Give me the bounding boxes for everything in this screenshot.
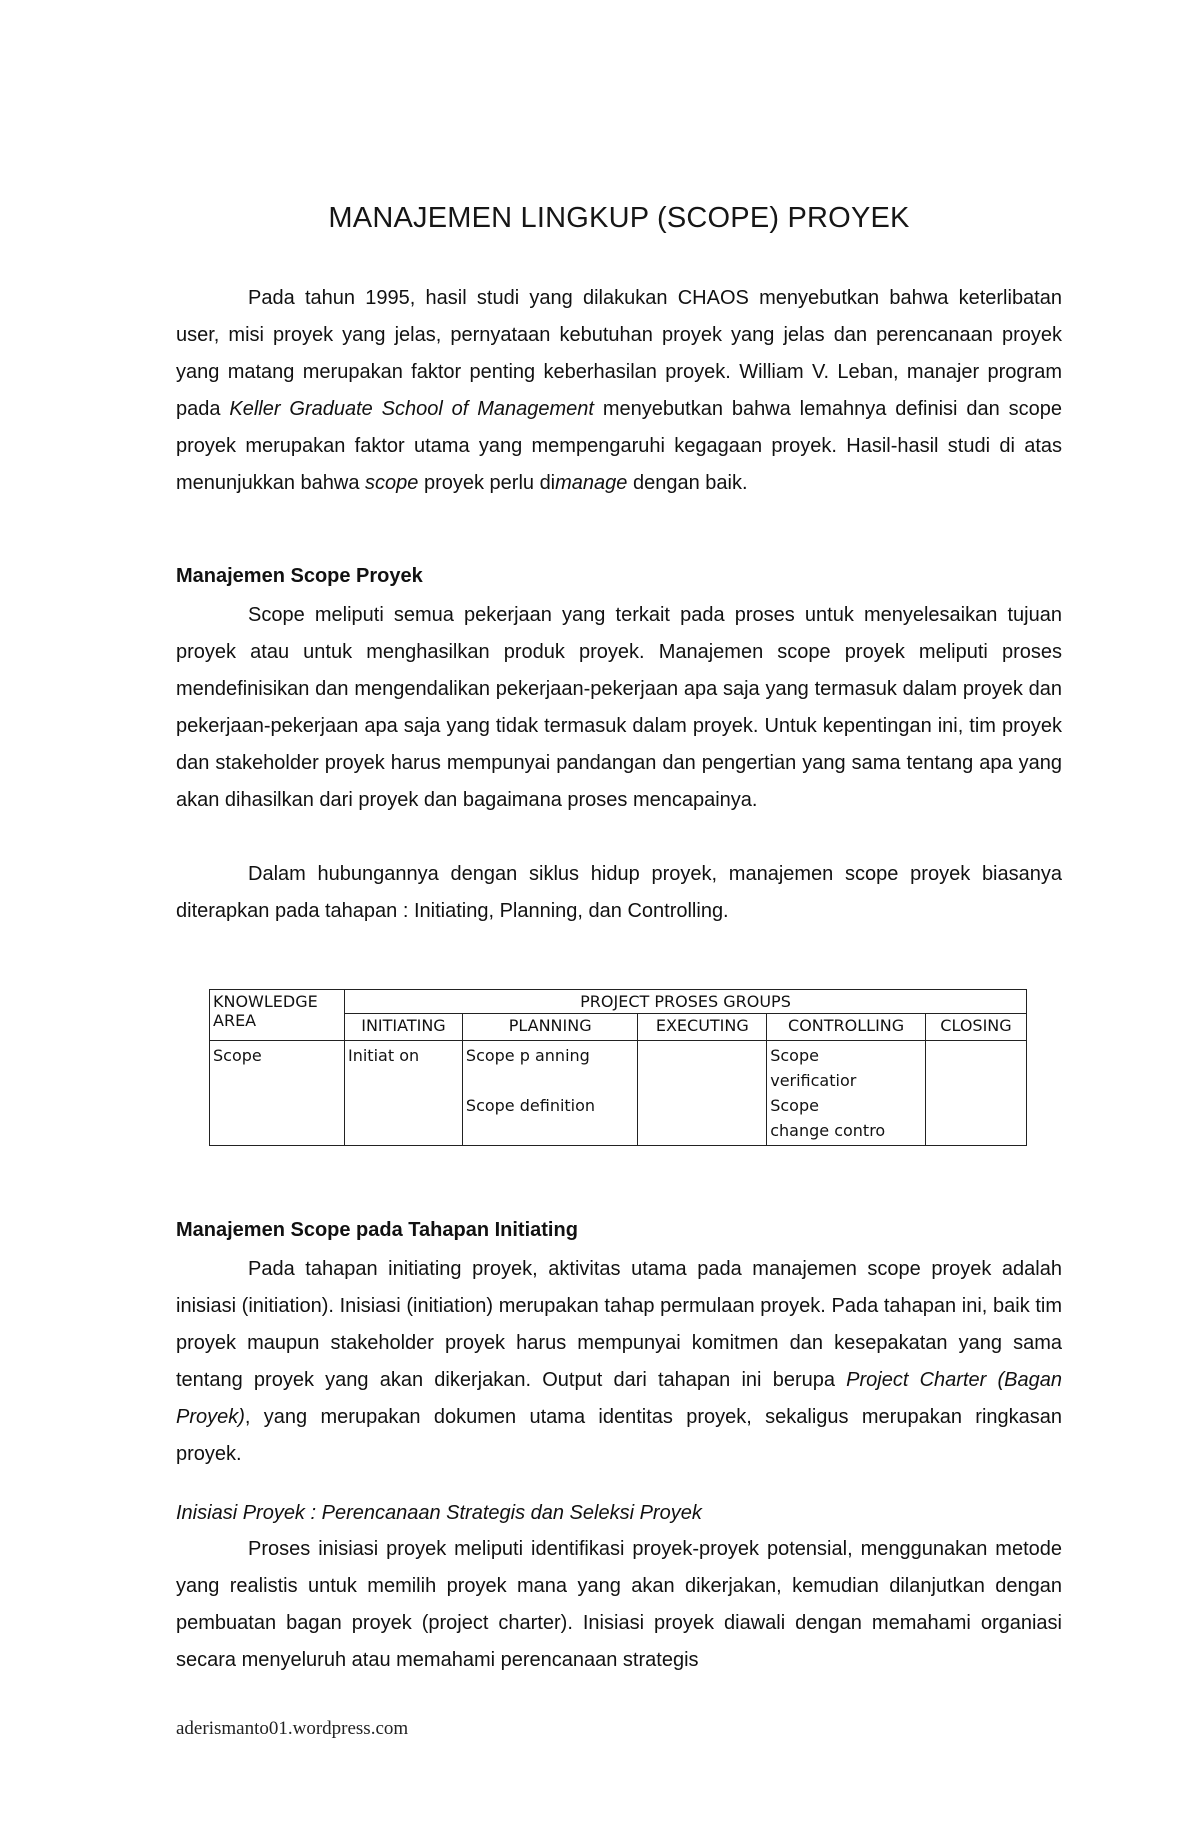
knowledge-area-header: KNOWLEDGE AREA [210,990,345,1041]
subheading-inisiasi: Inisiasi Proyek : Perencanaan Strategis dan Seleksi Proyek [176,1502,702,1524]
col-controlling: CONTROLLING [767,1014,926,1041]
cell-executing [638,1041,767,1146]
col-executing: EXECUTING [638,1014,767,1041]
page-title: MANAJEMEN LINGKUP (SCOPE) PROYEK [328,202,910,234]
col-closing: CLOSING [925,1014,1026,1041]
intro-paragraph: Pada tahun 1995, hasil studi yang dilakukan CHAOS menyebutkan bahwa keterlibatan user, misi proyek yang jelas, pernyataan kebutuhan proyek yang jelas dan perencanaan proyek yang matang merupakan faktor penting keberhasilan proyek. William V. Leban, manajer program pada Keller Graduate School of Management menyebutkan bahwa lemahnya definisi dan scope proyek merupakan faktor utama yang mempengaruhi kegagaan proyek. Hasil-hasil studi di atas menunjukkan bahwa scope proyek perlu dimanage dengan baik. [176,287,1062,494]
cell-closing [925,1041,1026,1146]
cell-initiating: Initiat on [345,1041,463,1146]
section-heading-initiating: Manajemen Scope pada Tahapan Initiating [176,1219,578,1241]
cell-planning: Scope p anning Scope definition [462,1041,638,1146]
col-initiating: INITIATING [345,1014,463,1041]
row-label-scope: Scope [210,1041,345,1146]
footer-url: aderismanto01.wordpress.com [176,1718,409,1739]
process-groups-header: PROJECT PROSES GROUPS [345,990,1027,1014]
col-planning: PLANNING [462,1014,638,1041]
lifecycle-paragraph: Dalam hubungannya dengan siklus hidup proyek, manajemen scope proyek biasanya diterapkan pada tahapan : Initiating, Planning, dan Controlling. [176,863,1062,922]
process-groups-table [209,989,1027,1146]
inisiasi-paragraph: Proses inisiasi proyek meliputi identifikasi proyek-proyek potensial, menggunakan metode yang realistis untuk memilih proyek mana yang akan dikerjakan, kemudian dilanjutkan dengan pembuatan bagan proyek (project charter). Inisiasi proyek diawali dengan memahami organiasi secara menyeluruh atau memahami perencanaan strategis [176,1538,1062,1671]
section-heading-scope: Manajemen Scope Proyek [176,565,423,587]
initiating-paragraph: Pada tahapan initiating proyek, aktivitas utama pada manajemen scope proyek adalah inisiasi (initiation). Inisiasi (initiation) merupakan tahap permulaan proyek. Pada tahapan ini, baik tim proyek maupun stakeholder proyek harus mempunyai komitmen dan kesepakatan yang sama tentang proyek yang akan dikerjakan. Output dari tahapan ini berupa Project Charter (Bagan Proyek), yang merupakan dokumen utama identitas proyek, sekaligus merupakan ringkasan proyek. [176,1258,1062,1465]
cell-controlling: Scope verificatior Scope change contro [767,1041,926,1146]
scope-paragraph: Scope meliputi semua pekerjaan yang terkait pada proses untuk menyelesaikan tujuan proyek atau untuk menghasilkan produk proyek. Manajemen scope proyek meliputi proses mendefinisikan dan mengendalikan pekerjaan-pekerjaan apa saja yang termasuk dalam proyek dan pekerjaan-pekerjaan apa saja yang tidak termasuk dalam proyek. Untuk kepentingan ini, tim proyek dan stakeholder proyek harus mempunyai pandangan dan pengertian yang sama tentang apa yang akan dihasilkan dari proyek dan bagaimana proses mencapainya. [176,604,1062,811]
